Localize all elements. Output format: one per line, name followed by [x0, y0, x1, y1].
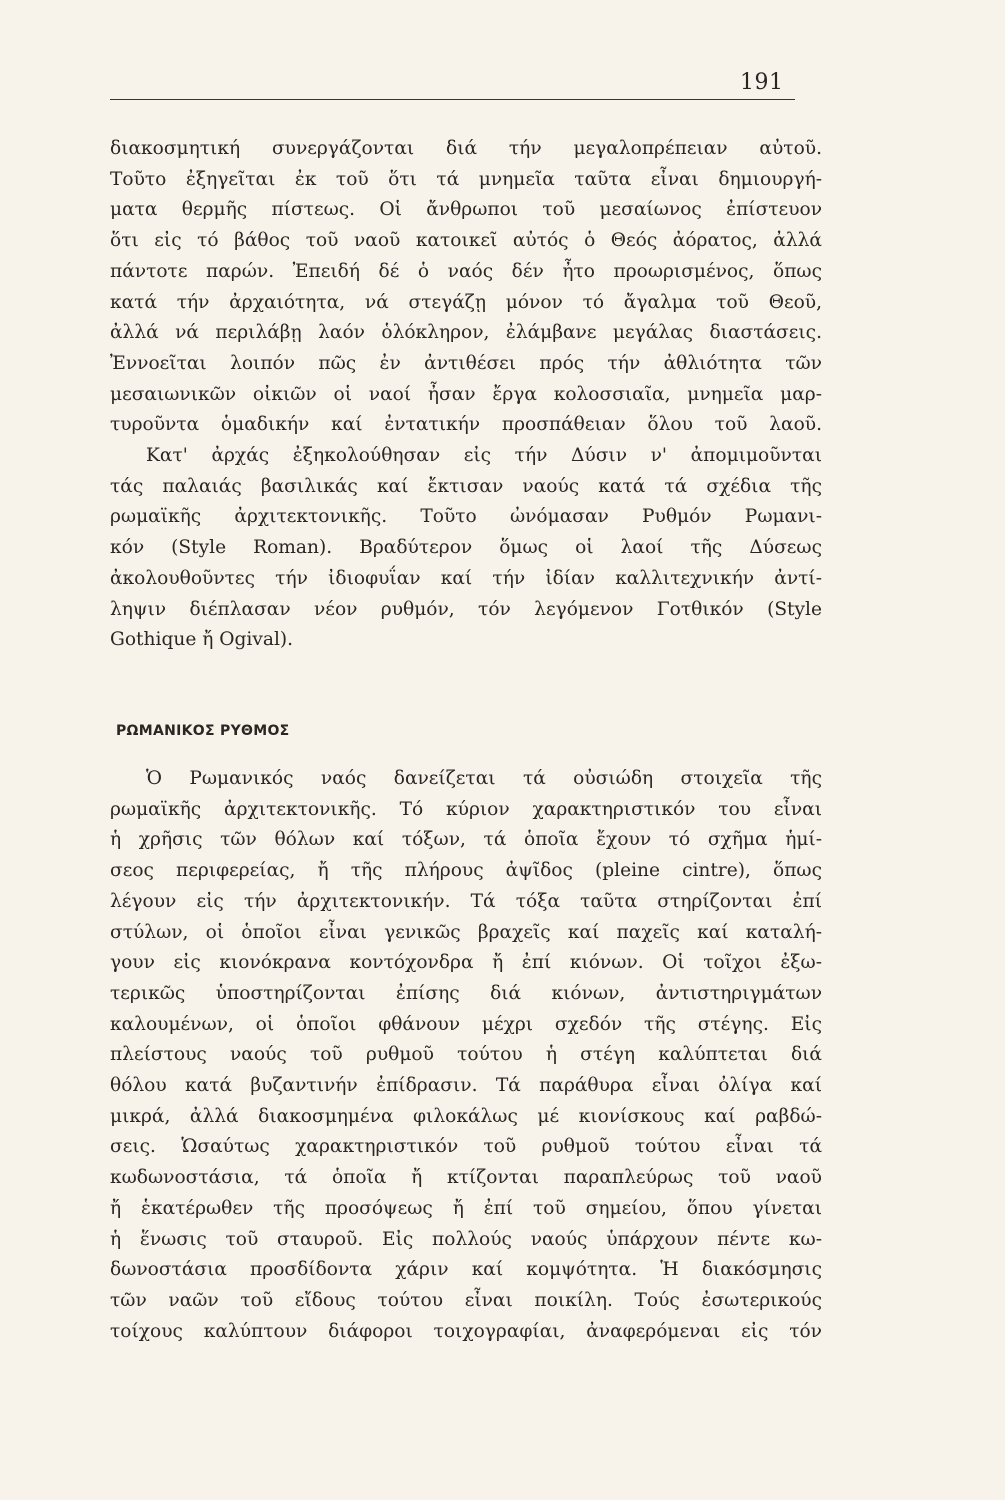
text-line: Τοῦτο ἐξηγεῖται ἐκ τοῦ ὅτι τά μνημεῖα ταῦτα εἶναι δημιουργή- — [110, 168, 822, 190]
text-line: δωνοστάσια προσδίδοντα χάριν καί κομψότητα. Ἡ διακόσμησις — [110, 1259, 822, 1281]
text-line: τυροῦντα ὁμαδικήν καί ἐντατικήν προσπάθειαν ὅλου τοῦ λαοῦ. — [110, 414, 822, 436]
text-line: ἀλλά νά περιλάβῃ λαόν ὁλόκληρον, ἐλάμβανε μεγάλας διαστάσεις. — [110, 322, 822, 344]
text-line: ληψιν διέπλασαν νέον ρυθμόν, τόν λεγόμενον Γοτθικόν (Style — [110, 598, 822, 620]
text-line: Gothique ἤ Ogival). — [110, 629, 294, 651]
text-line: καλουμένων, οἱ ὁποῖοι φθάνουν μέχρι σχεδόν τῆς στέγης. Εἰς — [110, 1013, 822, 1035]
text-line: μικρά, ἀλλά διακοσμημένα φιλοκάλως μέ κιονίσκους καί ραβδώ- — [110, 1105, 822, 1127]
text-line: τερικῶς ὑποστηρίζονται ἐπίσης διά κιόνων, ἀντιστηριγμάτων — [110, 982, 822, 1004]
text-line: κόν (Style Roman). Βραδύτερον ὅμως οἱ λαοί τῆς Δύσεως — [110, 537, 822, 559]
text-line: κωδωνοστάσια, τά ὁποῖα ἤ κτίζονται παραπλεύρως τοῦ ναοῦ — [110, 1167, 822, 1189]
text-line: ἤ ἑκατέρωθεν τῆς προσόψεως ἤ ἐπί τοῦ σημείου, ὅπου γίνεται — [110, 1197, 822, 1219]
text-line: γουν εἰς κιονόκρανα κοντόχονδρα ἤ ἐπί κιόνων. Οἱ τοῖχοι ἐξω- — [110, 952, 822, 974]
header-rule — [110, 99, 795, 100]
text-line: ματα θερμῆς πίστεως. Οἱ ἄνθρωποι τοῦ μεσαίωνος ἐπίστευον — [110, 199, 822, 221]
text-line: σεις. Ὡσαύτως χαρακτηριστικόν τοῦ ρυθμοῦ τούτου εἶναι τά — [110, 1136, 822, 1158]
paragraph-block-romanesque — [110, 764, 822, 1347]
page-number: 191 — [740, 70, 784, 95]
text-line: ἀκολουθοῦντες τήν ἰδιοφυΐαν καί τήν ἰδίαν καλλιτεχνικήν ἀντί- — [110, 567, 822, 589]
text-line: Κατ' ἀρχάς ἐξηκολούθησαν εἰς τήν Δύσιν ν' ἀπομιμοῦνται — [146, 445, 822, 467]
text-line: ρωμαϊκῆς ἀρχιτεκτονικῆς. Τοῦτο ὠνόμασαν Ρυθμόν Ρωμανι- — [110, 506, 822, 528]
text-line: τάς παλαιάς βασιλικάς καί ἔκτισαν ναούς κατά τά σχέδια τῆς — [110, 475, 822, 497]
text-line: τοίχους καλύπτουν διάφοροι τοιχογραφίαι, ἀναφερόμεναι εἰς τόν — [110, 1320, 822, 1342]
text-line: τῶν ναῶν τοῦ εἴδους τούτου εἶναι ποικίλη. Τούς ἐσωτερικούς — [110, 1289, 822, 1311]
section-heading: ΡΩΜΑΝΙΚΟΣ ΡΥΘΜΟΣ — [116, 723, 290, 739]
text-line: μεσαιωνικῶν οἰκιῶν οἱ ναοί ἦσαν ἔργα κολοσσιαῖα, μνημεῖα μαρ- — [110, 383, 822, 405]
text-line: σεος περιφερείας, ἤ τῆς πλήρους ἀψῖδος (pleine cintre), ὅπως — [110, 860, 822, 882]
text-line: πλείστους ναούς τοῦ ρυθμοῦ τούτου ἡ στέγη καλύπτεται διά — [110, 1044, 822, 1066]
text-line: Ὁ Ρωμανικός ναός δανείζεται τά οὐσιώδη στοιχεῖα τῆς — [146, 768, 822, 789]
text-line: ὅτι εἰς τό βάθος τοῦ ναοῦ κατοικεῖ αὐτός ὁ Θεός ἀόρατος, ἀλλά — [110, 230, 822, 252]
text-line: στύλων, οἱ ὁποῖοι εἶναι γενικῶς βραχεῖς καί παχεῖς καί καταλή- — [110, 921, 822, 943]
text-line: κατά τήν ἀρχαιότητα, νά στεγάζῃ μόνον τό ἄγαλμα τοῦ Θεοῦ, — [110, 291, 822, 313]
text-line: θόλου κατά βυζαντινήν ἐπίδρασιν. Τά παράθυρα εἶναι ὀλίγα καί — [110, 1075, 822, 1097]
text-line: Ἐννοεῖται λοιπόν πῶς ἐν ἀντιθέσει πρός τήν ἀθλιότητα τῶν — [110, 352, 822, 374]
text-line: ρωμαϊκῆς ἀρχιτεκτονικῆς. Τό κύριον χαρακτηριστικόν του εἶναι — [110, 798, 822, 820]
text-line: διακοσμητική συνεργάζονται διά τήν μεγαλοπρέπειαν αὐτοῦ. — [110, 138, 822, 159]
text-line: ἡ ἕνωσις τοῦ σταυροῦ. Εἰς πολλούς ναούς ὑπάρχουν πέντε κω- — [110, 1228, 822, 1250]
text-line: πάντοτε παρών. Ἐπειδή δέ ὁ ναός δέν ἦτο προωρισμένος, ὅπως — [110, 260, 822, 282]
paragraph-block-intro — [110, 134, 822, 656]
text-line: ἡ χρῆσις τῶν θόλων καί τόξων, τά ὁποῖα ἔχουν τό σχῆμα ἡμί- — [110, 829, 822, 851]
text-line: λέγουν εἰς τήν ἀρχιτεκτονικήν. Τά τόξα ταῦτα στηρίζονται ἐπί — [110, 890, 822, 912]
